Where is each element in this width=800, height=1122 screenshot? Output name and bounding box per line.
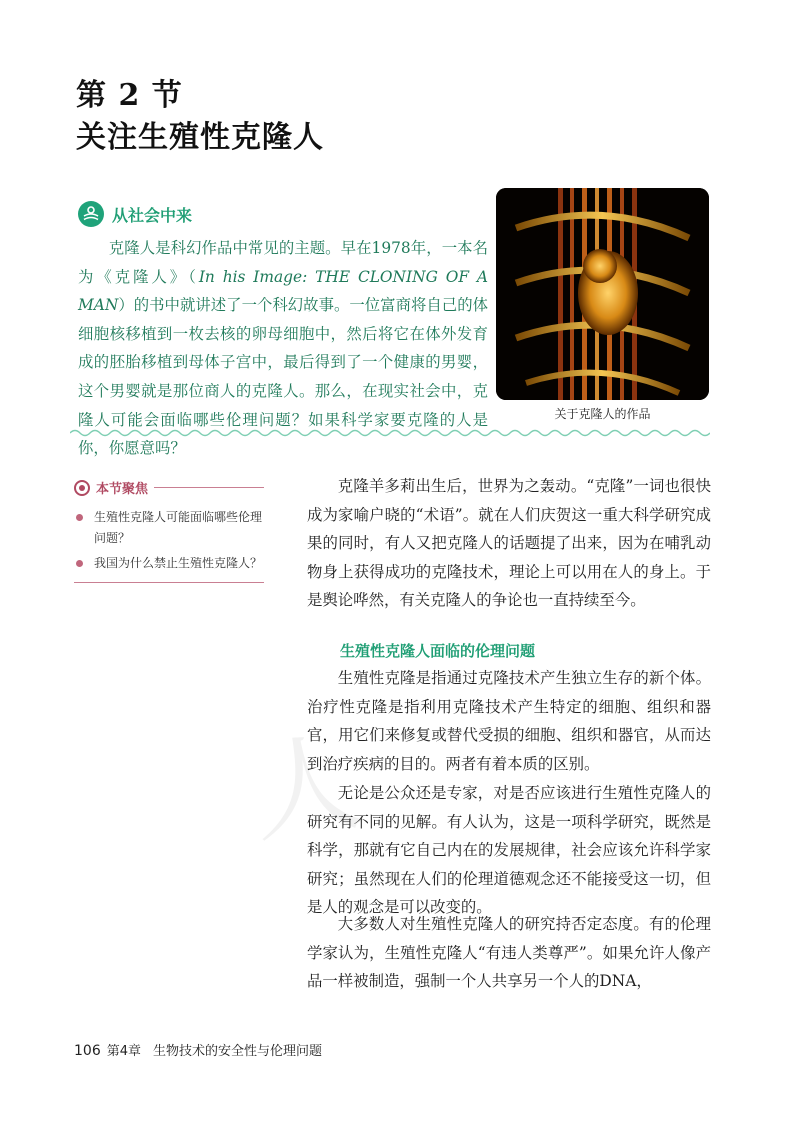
bullet-icon	[76, 560, 83, 567]
figure-caption: 关于克隆人的作品	[554, 407, 651, 421]
body-paragraph-4: 大多数人对生殖性克隆人的研究持否定态度。有的伦理学家认为，生殖性克隆人“有违人类尊严”。如果允许人像产品一样被制造，强制一个人共享另一个人的DNA，	[307, 915, 711, 991]
chapter-title: 生物技术的安全性与伦理问题	[153, 1044, 323, 1059]
body-paragraph-1: 克隆羊多莉出生后，世界为之轰动。“克隆”一词也很快成为家喻户晓的“术语”。就在人们庆贺这一重大科学研究成果的同时，有人又把克隆人的话题提了出来，因为在哺乳动物身上获得成功的克隆技术，理论上可以用在人的身上。于是舆论哗然，有关克隆人的争论也一直持续至今。	[307, 477, 711, 610]
focus-header	[74, 478, 264, 497]
section-focus-box	[74, 478, 264, 583]
society-header	[78, 200, 192, 228]
page-footer	[74, 1040, 322, 1059]
focus-rule	[154, 487, 264, 488]
watermark: 人	[242, 716, 370, 859]
society-label: 从社会中来	[112, 205, 193, 225]
focus-item: 生殖性克隆人可能面临哪些伦理问题？	[74, 507, 264, 549]
bullet-icon	[76, 514, 83, 521]
clone-artwork-image	[496, 188, 709, 400]
body-paragraph-3: 无论是公众还是专家，对是否应该进行生殖性克隆人的研究有不同的见解。有人认为，这是一项科学研究，既然是科学，那就有它自己内在的发展规律，社会应该允许科学家研究；虽然现在人们的伦理道德观念还不能接受这一切，但是人的观念是可以改变的。	[307, 784, 711, 917]
focus-title: 本节聚焦	[96, 482, 149, 497]
target-icon	[74, 480, 90, 496]
page-title: 关注生殖性克隆人	[76, 120, 324, 155]
body-paragraph-2: 生殖性克隆是指通过克隆技术产生独立生存的新个体。治疗性克隆是指利用克隆技术产生特定的细胞、组织和器官，用它们来修复或替代受损的细胞、组织和器官，从而达到治疗疾病的目的。两者有着本质的区别。	[307, 669, 711, 773]
focus-item: 我国为什么禁止生殖性克隆人？	[74, 553, 264, 574]
section-number: 第 2 节	[76, 78, 183, 113]
wavy-divider	[70, 428, 710, 438]
chapter-number: 第4章	[106, 1044, 142, 1059]
society-icon	[78, 201, 104, 227]
society-story: 克隆人是科幻作品中常见的主题。早在1978年，一本名为《克隆人》（In his Image: THE CLONING OF A MAN）的书中就讲述了一个科幻故事。一位富商将自己的体细胞核移植到一枚去核的卵母细胞中，然后将它在体外发育成的胚胎移植到母体子宫中，最后得到了一个健康的男婴，这个男婴就是那位商人的克隆人。那么，在现实社会中，克隆人可能会面临哪些伦理问题？如果科学家要克隆的人是你，你愿意吗？	[78, 239, 488, 458]
page-number: 106	[74, 1043, 101, 1059]
subsection-heading: 生殖性克隆人面临的伦理问题	[340, 642, 536, 660]
book-english-title: In his Image: THE CLONING OF A MAN	[78, 267, 488, 315]
focus-bottom-rule	[74, 582, 264, 583]
